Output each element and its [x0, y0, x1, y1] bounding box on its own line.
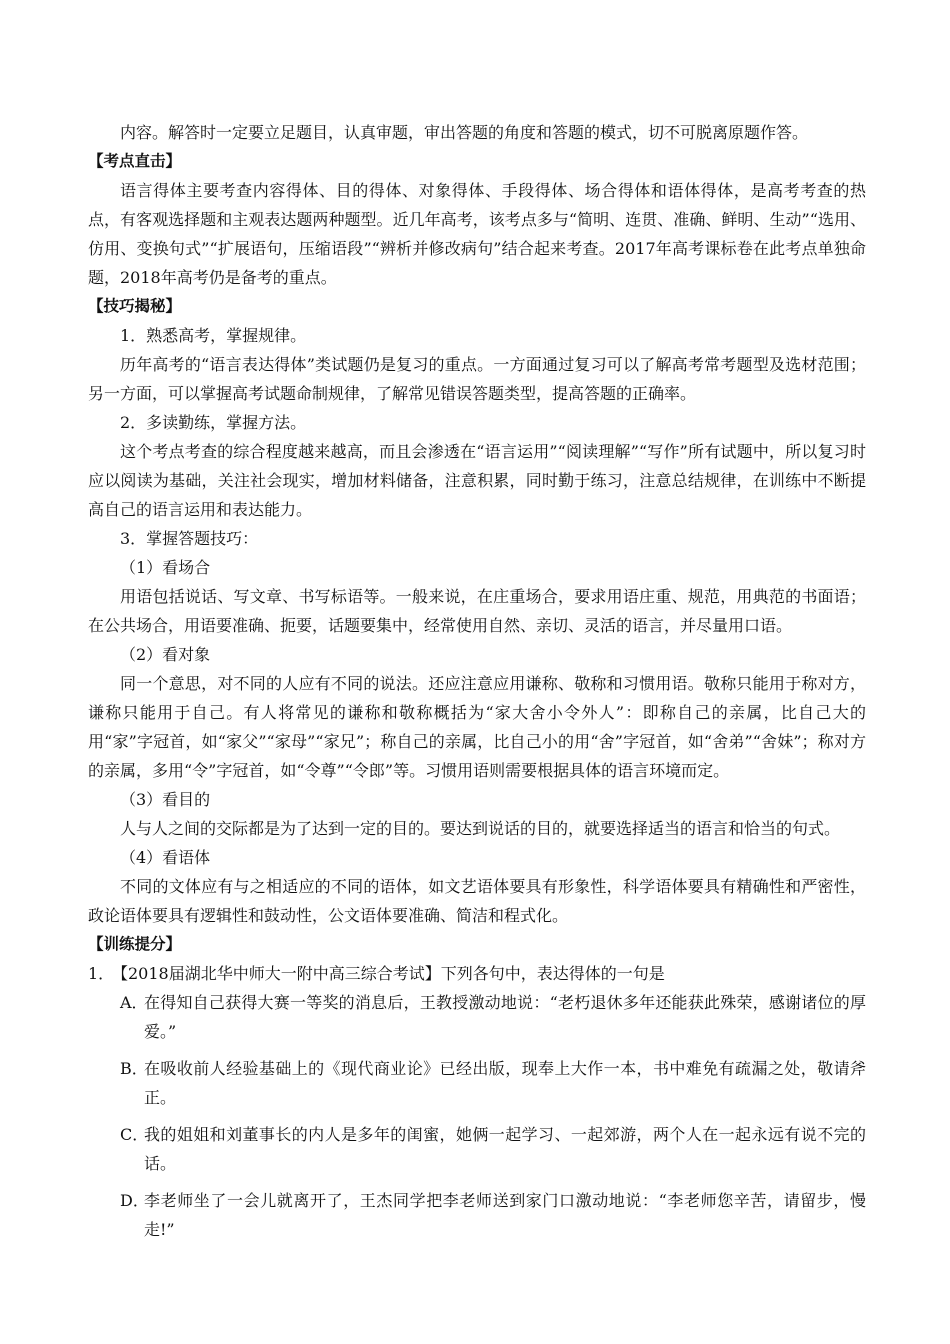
intro-paragraph: 内容。解答时一定要立足题目，认真审题，审出答题的角度和答题的模式，切不可脱离原题作答。 — [120, 123, 809, 142]
sub3-title: （3）看目的 — [120, 790, 211, 809]
sub4-title: （4）看语体 — [120, 848, 211, 867]
option-text: 在得知自己获得大赛一等奖的消息后，王教授激动地说：“老朽退休多年还能获此殊荣，感谢诸位的厚爱。” — [144, 993, 866, 1041]
sub1-text: 用语包括说话、写文章、书写标语等。一般来说，在庄重场合，要求用语庄重、规范，用典范的书面语；在公共场合，用语要准确、扼要，话题要集中，经常使用自然、亲切、灵活的语言，并尽量用口语。 — [88, 587, 866, 635]
document-page — [88, 118, 866, 1252]
section-heading-kaodian: 【考点直击】 — [88, 152, 182, 170]
option-text: 李老师坐了一会儿就离开了，王杰同学把李老师送到家门口激动地说：“李老师您辛苦，请留步，慢走!” — [144, 1191, 866, 1239]
kaodian-paragraph: 语言得体主要考查内容得体、目的得体、对象得体、手段得体、场合得体和语体得体，是高考考查的热点，有客观选择题和主观表达题两种题型。近几年高考，该考点多与“简明、连贯、准确、鲜明、生动”“选用、仿用、变换句式”“扩展语句，压缩语段”“辨析并修改病句”结合起来考查。2017年高考课标卷在此考点单独命题，2018年高考仍是备考的重点。 — [88, 181, 866, 287]
question-number: 1． — [88, 964, 115, 983]
section-heading-jiqiao: 【技巧揭秘】 — [88, 297, 182, 315]
question-1 — [88, 959, 866, 988]
section-heading-xunlian: 【训练提分】 — [88, 935, 182, 953]
option-d — [88, 1186, 866, 1244]
sub4-text: 不同的文体应有与之相适应的不同的语体，如文艺语体要具有形象性，科学语体要具有精确性和严密性，政论语体要具有逻辑性和鼓动性，公文语体要准确、简洁和程式化。 — [88, 877, 866, 925]
option-label: B． — [120, 1059, 148, 1078]
option-label: C． — [120, 1125, 149, 1144]
sub1-title: （1）看场合 — [120, 558, 211, 577]
option-text: 在吸收前人经验基础上的《现代商业论》已经出版，现奉上大作一本，书中难免有疏漏之处，敬请斧正。 — [144, 1059, 866, 1107]
option-label: D． — [120, 1191, 149, 1210]
point1-title: 1．熟悉高考，掌握规律。 — [120, 326, 307, 345]
option-label: A． — [120, 993, 148, 1012]
point3-title: 3．掌握答题技巧： — [120, 529, 259, 548]
point2-title: 2．多读勤练，掌握方法。 — [120, 413, 307, 432]
point1-text: 历年高考的“语言表达得体”类试题仍是复习的重点。一方面通过复习可以了解高考常考题型及选材范围；另一方面，可以掌握高考试题命制规律，了解常见错误答题类型，提高答题的正确率。 — [88, 355, 866, 403]
sub2-title: （2）看对象 — [120, 645, 211, 664]
question-stem: 【2018届湖北华中师大一附中高三综合考试】下列各句中，表达得体的一句是 — [112, 964, 665, 983]
sub2-text: 同一个意思，对不同的人应有不同的说法。还应注意应用谦称、敬称和习惯用语。敬称只能用于称对方，谦称只能用于自己。有人将常见的谦称和敬称概括为“家大舍小令外人”：即称自己的亲属，比自己大的用“家”字冠首，如“家父”“家母”“家兄”；称自己的亲属，比自己小的用“舍”字冠首，如“舍弟”“舍妹”；称对方的亲属，多用“令”字冠首，如“令尊”“令郎”等。习惯用语则需要根据具体的语言环境而定。 — [88, 674, 866, 780]
sub3-text: 人与人之间的交际都是为了达到一定的目的。要达到说话的目的，就要选择适当的语言和恰当的句式。 — [120, 819, 841, 838]
option-c — [88, 1120, 866, 1178]
option-a — [88, 988, 866, 1046]
option-b — [88, 1054, 866, 1112]
point2-text: 这个考点考查的综合程度越来越高，而且会渗透在“语言运用”“阅读理解”“写作”所有试题中，所以复习时应以阅读为基础，关注社会现实，增加材料储备，注意积累，同时勤于练习，注意总结规律，在训练中不断提高自己的语言运用和表达能力。 — [88, 442, 866, 519]
option-text: 我的姐姐和刘董事长的内人是多年的闺蜜，她俩一起学习、一起郊游，两个人在一起永远有说不完的话。 — [144, 1125, 866, 1173]
